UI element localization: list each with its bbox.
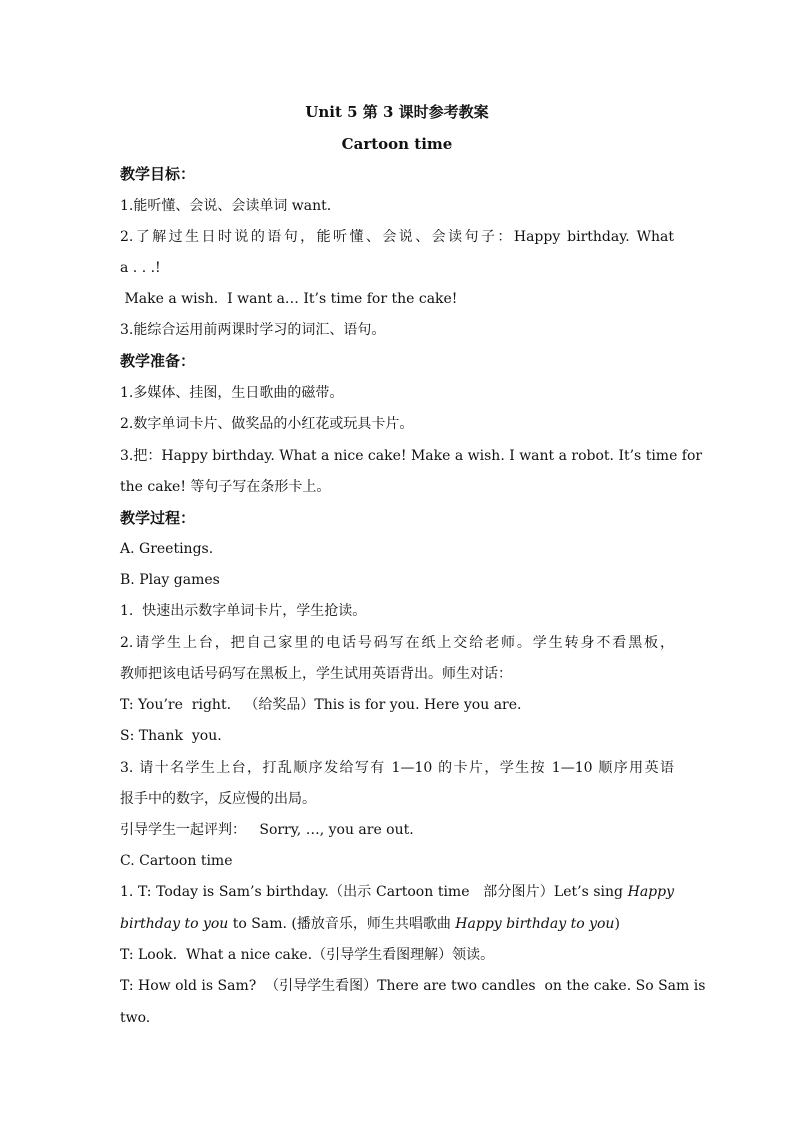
process-line: S: Thank you. bbox=[120, 728, 222, 744]
preparation-line: 3.把：Happy birthday. What a nice cake! Make a wish. I want a robot. It’s time for bbox=[120, 448, 703, 464]
document-subtitle: Cartoon time bbox=[341, 135, 453, 153]
process-line: 报手中的数字，反应慢的出局。 bbox=[120, 791, 316, 807]
cartoon-line-1 bbox=[120, 882, 674, 902]
process-line: two. bbox=[120, 1010, 151, 1026]
preparation-line: 2.数字单词卡片、做奖品的小红花或玩具卡片。 bbox=[120, 416, 414, 432]
process-line: C. Cartoon time bbox=[120, 853, 233, 869]
preparation-line: 1.多媒体、挂图，生日歌曲的磁带。 bbox=[120, 385, 344, 401]
process-line: T: How old is Sam? （引导学生看图）There are two candles on the cake. So Sam is bbox=[120, 978, 706, 994]
song-title: Happy birthday to you bbox=[455, 916, 615, 932]
objective-line: Make a wish. I want a… It’s time for the cake! bbox=[120, 291, 458, 307]
process-line: B. Play games bbox=[120, 572, 220, 588]
process-line: T: You’re right. （给奖品）This is for you. Here you are. bbox=[120, 697, 522, 713]
cartoon-line-2-text: to Sam. (播放音乐，师生共唱歌曲 bbox=[228, 916, 456, 932]
process-heading: 教学过程： bbox=[120, 509, 196, 527]
song-title: birthday to you bbox=[120, 916, 229, 932]
process-line: 教师把该电话号码写在黑板上，学生试用英语背出。师生对话： bbox=[120, 666, 512, 682]
preparation-heading: 教学准备： bbox=[120, 352, 196, 370]
preparation-line: the cake! 等句子写在条形卡上。 bbox=[120, 479, 331, 495]
song-title: Happy bbox=[627, 884, 674, 900]
objectives-heading: 教学目标： bbox=[120, 165, 196, 183]
cartoon-line-2 bbox=[120, 914, 674, 934]
process-line: 3. 请十名学生上台，打乱顺序发给写有 1—10 的卡片，学生按 1—10 顺序用英语 bbox=[120, 760, 674, 776]
process-line: T: Look. What a nice cake.（引导学生看图理解）领读。 bbox=[120, 947, 495, 963]
document-title: Unit 5 第 3 课时参考教案 bbox=[305, 103, 489, 121]
objective-line: 1.能听懂、会说、会读单词 want. bbox=[120, 198, 332, 214]
objective-line: a . . .! bbox=[120, 260, 161, 276]
objective-line: 3.能综合运用前两课时学习的词汇、语句。 bbox=[120, 322, 386, 338]
cartoon-line-1-text: 1. T: Today is Sam’s birthday.（出示 Cartoon time 部分图片）Let’s sing bbox=[120, 884, 628, 900]
process-line: 引导学生一起评判： Sorry, …, you are out. bbox=[120, 822, 414, 838]
objective-line: 2.了解过生日时说的语句，能听懂、会说、会读句子：Happy birthday. What bbox=[120, 229, 674, 245]
process-line: 1. 快速出示数字单词卡片，学生抢读。 bbox=[120, 603, 367, 619]
process-line: 2.请学生上台，把自己家里的电话号码写在纸上交给老师。学生转身不看黑板， bbox=[120, 635, 674, 651]
process-line: A. Greetings. bbox=[120, 541, 214, 557]
cartoon-line-2-end: ) bbox=[614, 916, 620, 932]
